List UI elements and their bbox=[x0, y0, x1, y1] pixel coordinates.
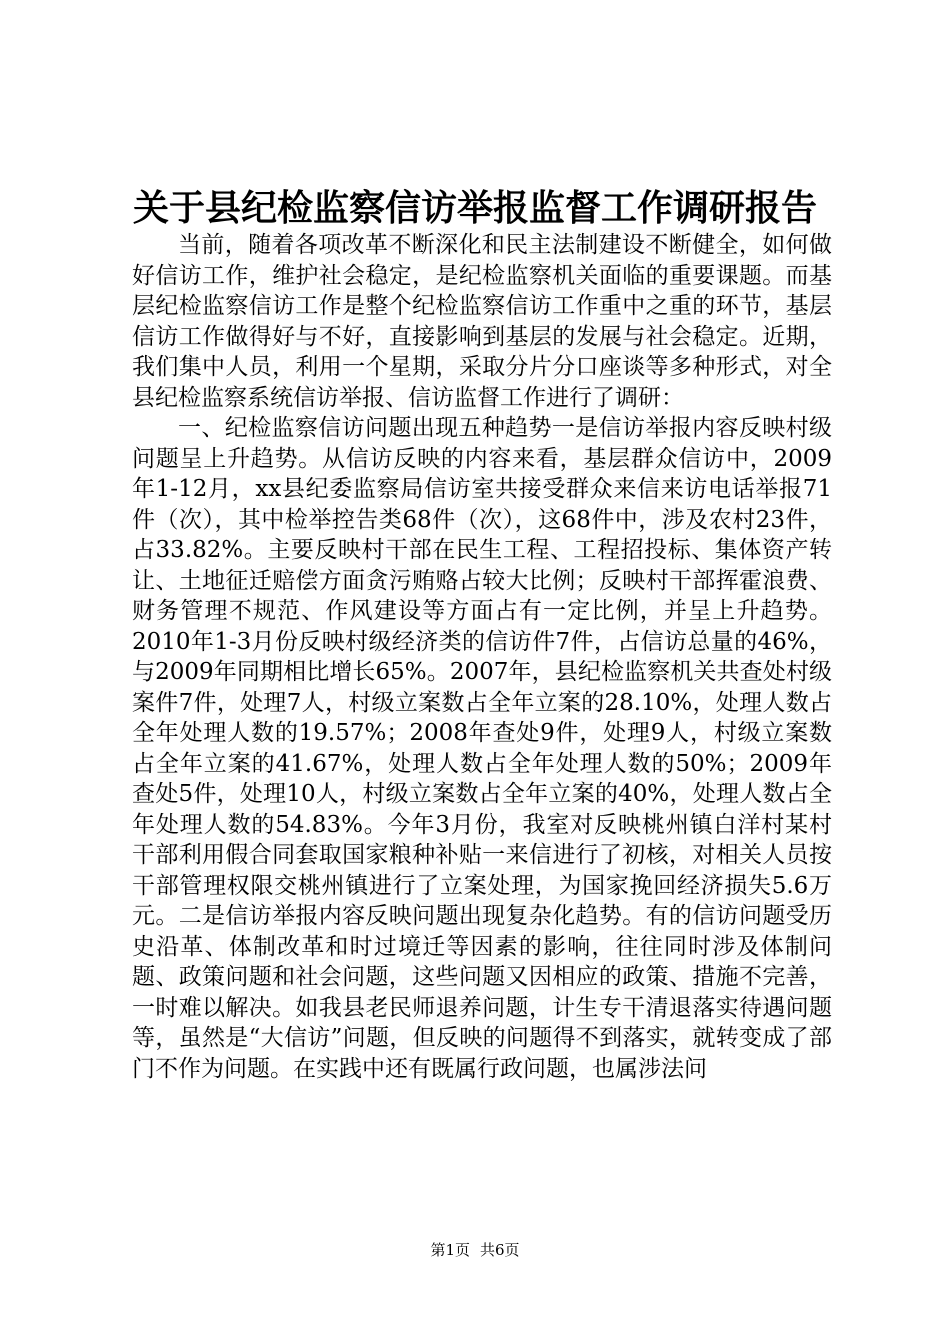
document-title: 关于县纪检监察信访举报监督工作调研报告 bbox=[132, 187, 817, 229]
paragraph-intro: 当前，随着各项改革不断深化和民主法制建设不断健全，如何做好信访工作，维护社会稳定，是纪检监察机关面临的重要课题。而基层纪检监察信访工作是整个纪检监察信访工作重中之重的环节，基层信访工作做得好与不好，直接影响到基层的发展与社会稳定。近期，我们集中人员，利用一个星期，采取分片分口座谈等多种形式，对全县纪检监察系统信访举报、信访监督工作进行了调研： bbox=[132, 232, 832, 411]
document-body bbox=[132, 230, 832, 1084]
page-number-total: 共6页 bbox=[480, 1241, 520, 1259]
page-number-current: 第1页 bbox=[430, 1241, 470, 1259]
paragraph-section-one: 一、纪检监察信访问题出现五种趋势一是信访举报内容反映村级问题呈上升趋势。从信访反映的内容来看，基层群众信访中，2009年1-12月，xx县纪委监察局信访室共接受群众来信来访电话举报71件（次），其中检举控告类68件（次），这68件中，涉及农村23件，占33.82%。主要反映村干部在民生工程、工程招投标、集体资产转让、土地征迁赔偿方面贪污贿赂占较大比例；反映村干部挥霍浪费、财务管理不规范、作风建设等方面占有一定比例，并呈上升趋势。2010年1-3月份反映村级经济类的信访件7件，占信访总量的46%，与2009年同期相比增长65%。2007年，县纪检监察机关共查处村级案件7件，处理7人，村级立案数占全年立案的28.10%，处理人数占全年处理人数的19.57%；2008年查处9件，处理9人，村级立案数占全年立案的41.67%，处理人数占全年处理人数的50%；2009年查处5件，处理10人，村级立案数占全年立案的40%，处理人数占全年处理人数的54.83%。今年3月份，我室对反映桃州镇白洋村某村干部利用假合同套取国家粮种补贴一来信进行了初核，对相关人员按干部管理权限交桃州镇进行了立案处理，为国家挽回经济损失5.6万元。二是信访举报内容反映问题出现复杂化趋势。有的信访问题受历史沿革、体制改革和时过境迁等因素的影响，往往同时涉及体制问题、政策问题和社会问题，这些问题又因相应的政策、措施不完善，一时难以解决。如我县老民师退养问题，计生专干清退落实待遇问题等，虽然是“大信访”问题，但反映的问题得不到落实，就转变成了部门不作为问题。在实践中还有既属行政问题，也属涉法问 bbox=[132, 415, 832, 1082]
page-footer bbox=[0, 1240, 950, 1260]
